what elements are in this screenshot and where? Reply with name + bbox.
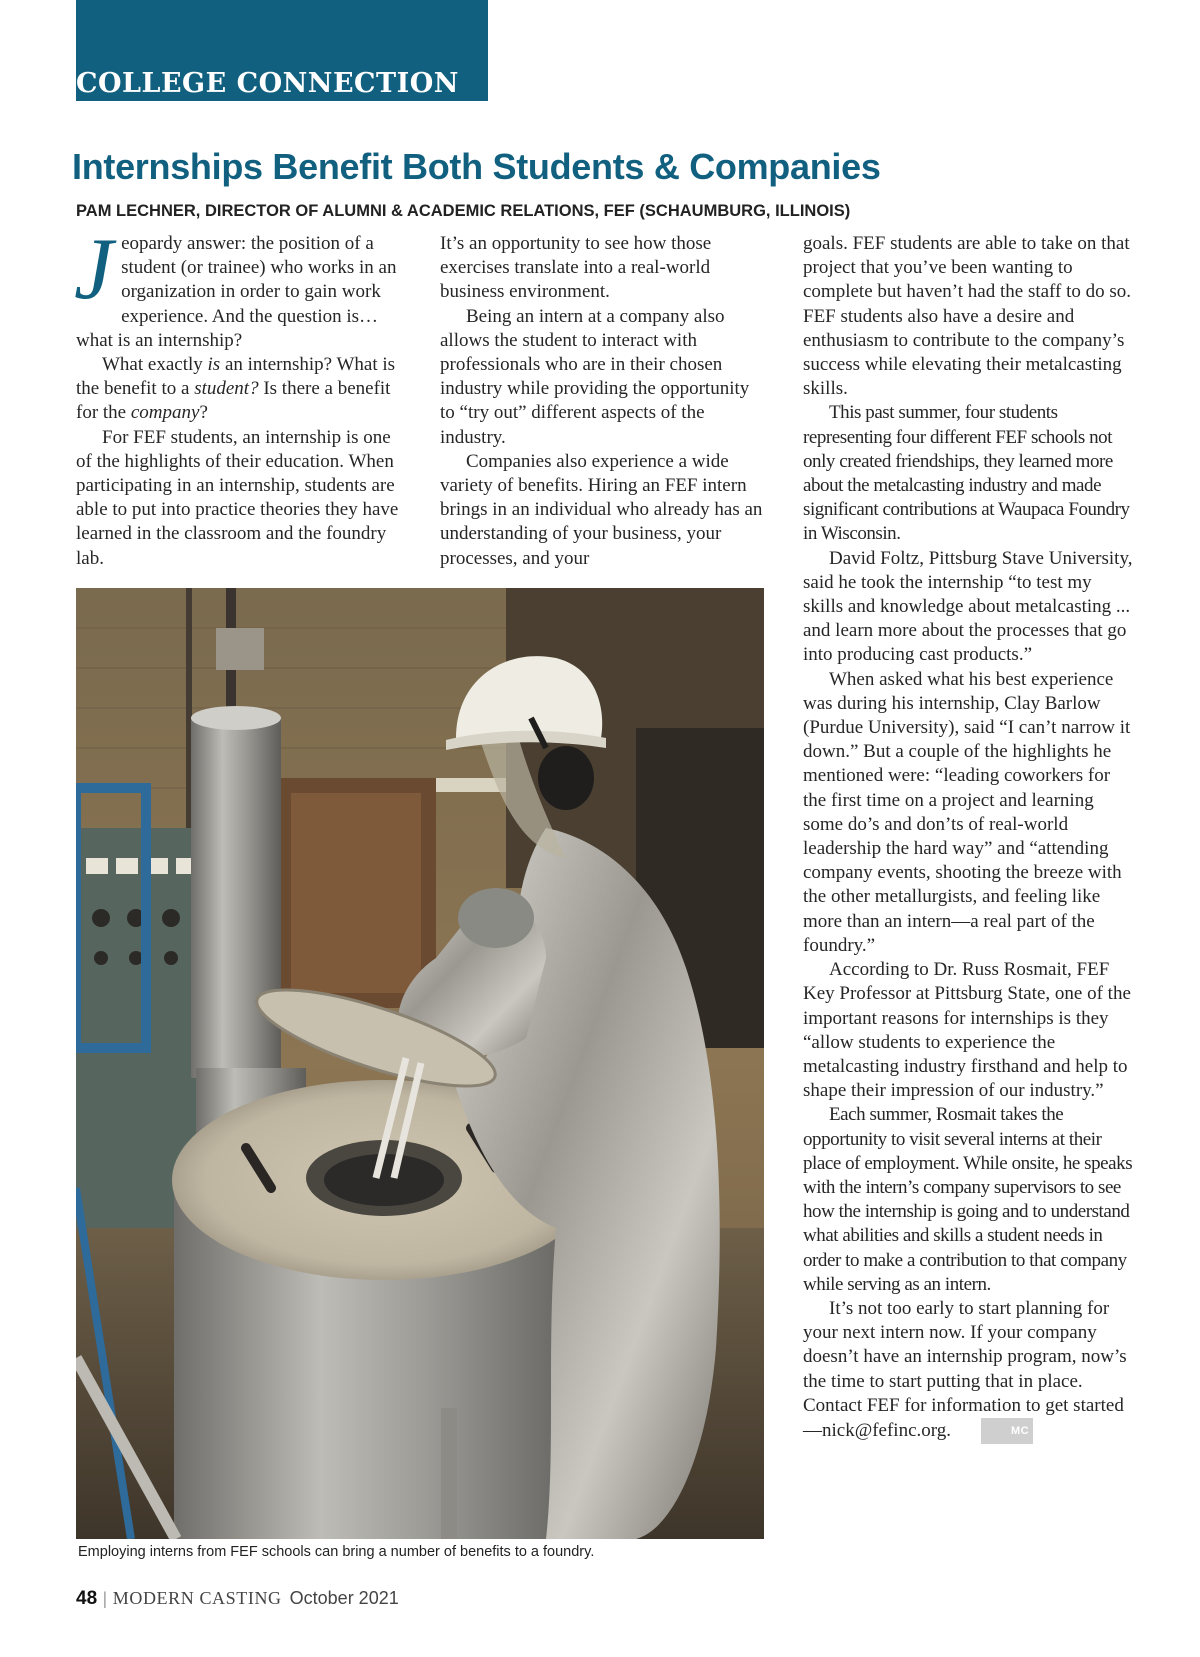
paragraph: For FEF students, an internship is one of the highlights of their education. When participating in an internship, students are able to put into practice theories they have learned in the classroom and the foundry lab. <box>76 426 399 569</box>
paragraph: This past summer, four students representing four different FEF schools not only created friendships, they learned more about the metalcasting industry and made significant contributions at Waupaca Foundry in Wisconsin. <box>803 402 1130 545</box>
emphasis: company <box>130 402 200 424</box>
footer-separator: | <box>103 1588 107 1608</box>
paragraph-text: eopardy answer: the position of a student (or trainee) who works in an organization in order to gain work experience. And the question is…what is an internship? <box>76 233 397 351</box>
paragraph <box>76 353 404 426</box>
article-headline: Internships Benefit Both Students & Companies <box>72 146 881 187</box>
article-byline: PAM LECHNER, DIRECTOR OF ALUMNI & ACADEMIC RELATIONS, FEF (SCHAUMBURG, ILLINOIS) <box>76 202 851 220</box>
foundry-intern-photo <box>76 588 764 1539</box>
paragraph: Each summer, Rosmait takes the opportunity to visit several interns at their place of employment. While onsite, he speaks with the intern’s company supervisors to see how the internship is going and to understand what abilities and skills a student needs in order to make a contribution to that company while serving as an intern. <box>803 1104 1133 1295</box>
article-column-3 <box>803 232 1135 1444</box>
paragraph: It’s an opportunity to see how those exercises translate into a real-world business environment. <box>440 233 712 303</box>
paragraph: Companies also experience a wide variety of benefits. Hiring an FEF intern brings in an individual who already has an understanding of your business, your processes, and your <box>440 450 763 569</box>
section-label: COLLEGE CONNECTION <box>76 68 459 99</box>
article-column-1 <box>74 221 404 571</box>
paragraph <box>74 221 404 353</box>
drop-cap: J <box>74 221 114 318</box>
paragraph: David Foltz, Pittsburg Stave University, said he took the internship “to test my skills and knowledge about metalcasting ... and learn more about the processes that go into producing cast products.” <box>803 547 1133 666</box>
paragraph: According to Dr. Russ Rosmait, FEF Key Professor at Pittsburg State, one of the important reasons for internships is they “allow students to experience the metalcasting industry firsthand and help to shape their impression of our industry.” <box>803 959 1131 1102</box>
text-run: What exactly <box>102 354 208 376</box>
article-column-2 <box>440 232 768 571</box>
paragraph: When asked what his best experience was during his internship, Clay Barlow (Purdue University), said “I can’t narrow it down.” But a couple of the highlights he mentioned were: “leading coworkers for the first time on a project and learning some do’s and don’ts of real-world leadership the hard way” and “attending company events, shooting the breeze with the other metallurgists, and feeling like more than an intern—a real part of the foundry.” <box>803 668 1131 956</box>
page-number: 48 <box>76 1588 98 1609</box>
emphasis: student? <box>194 378 259 400</box>
paragraph <box>803 1297 1135 1444</box>
emphasis: is <box>207 354 221 376</box>
text-run: ? <box>199 402 208 424</box>
paragraph: Being an intern at a company also allows the student to interact with professionals who are in their chosen industry while providing the opportunity to “try out” different aspects of the industry. <box>440 305 750 448</box>
issue-date: October 2021 <box>289 1588 399 1608</box>
paragraph-text: It’s not too early to start planning for your next intern now. If your company doesn’t have an internship program, now’s the time to start putting that in place. Contact FEF for information to get started—nick@fefinc.org. <box>803 1297 1127 1441</box>
paragraph: goals. FEF students are able to take on that project that you’ve been wanting to complete but haven’t had the staff to do so. FEF students also have a desire and enthusiasm to contribute to the company’s success while elevating their metalcasting skills. <box>803 233 1132 400</box>
text-run: Is there a benefit for the <box>76 378 391 424</box>
photo-caption: Employing interns from FEF schools can bring a number of benefits to a foundry. <box>78 1544 595 1560</box>
article-photo <box>76 588 764 1539</box>
text-run: an internship? What is the benefit to a <box>76 354 396 400</box>
page-footer <box>76 1588 399 1610</box>
magazine-name: MODERN CASTING <box>112 1588 282 1608</box>
end-mark-badge: MC <box>981 1418 1033 1444</box>
